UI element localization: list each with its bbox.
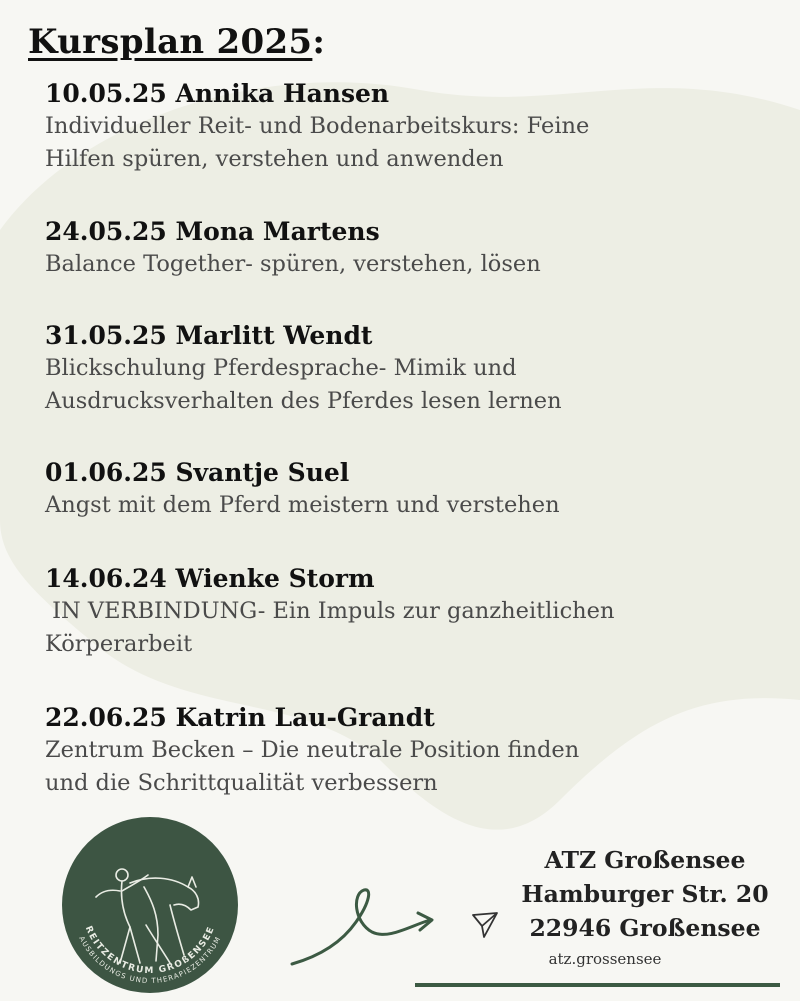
course-heading: 24.05.25 Mona Martens [45,217,380,246]
course-description: Balance Together- spüren, verstehen, lösen [45,251,541,277]
course-description: IN VERBINDUNG- Ein Impuls zur ganzheitlichen Körperarbeit [45,598,615,657]
course-description: Zentrum Becken – Die neutrale Position finden und die Schrittqualität verbessern [45,737,580,796]
address-block [505,843,785,945]
reitzentrum-logo [60,815,240,995]
course-item [45,320,765,418]
course-item [45,216,765,281]
course-heading: 22.06.25 Katrin Lau-Grandt [45,703,435,732]
course-heading: 14.06.24 Wienke Storm [45,564,375,593]
address-street: Hamburger Str. 20 [521,880,769,908]
logo-text-bottom: AUSBILDUNGS UND THERAPIEZENTRUM [77,934,223,986]
send-icon [470,910,500,940]
course-description: Individueller Reit- und Bodenarbeitskurs: Feine Hilfen spüren, verstehen und anwenden [45,113,590,172]
logo-text-top: REITZENTRUM GROßENSEE [82,924,218,977]
course-heading: 01.06.25 Svantje Suel [45,458,350,487]
divider [415,983,780,987]
course-item [45,702,765,800]
page-title: Kursplan 2025: [28,22,326,62]
course-description: Blickschulung Pferdesprache- Mimik und Ausdrucksverhalten des Pferdes lesen lernen [45,355,562,414]
course-item [45,457,765,522]
course-heading: 31.05.25 Marlitt Wendt [45,321,373,350]
course-item [45,78,765,176]
address-city: 22946 Großensee [529,914,761,942]
course-description: Angst mit dem Pferd meistern und verstehen [45,492,560,518]
social-handle[interactable]: atz.grossensee [548,950,662,968]
curly-arrow-icon [290,880,440,970]
course-item [45,563,765,661]
address-name: ATZ Großensee [544,846,746,874]
course-heading: 10.05.25 Annika Hansen [45,79,390,108]
